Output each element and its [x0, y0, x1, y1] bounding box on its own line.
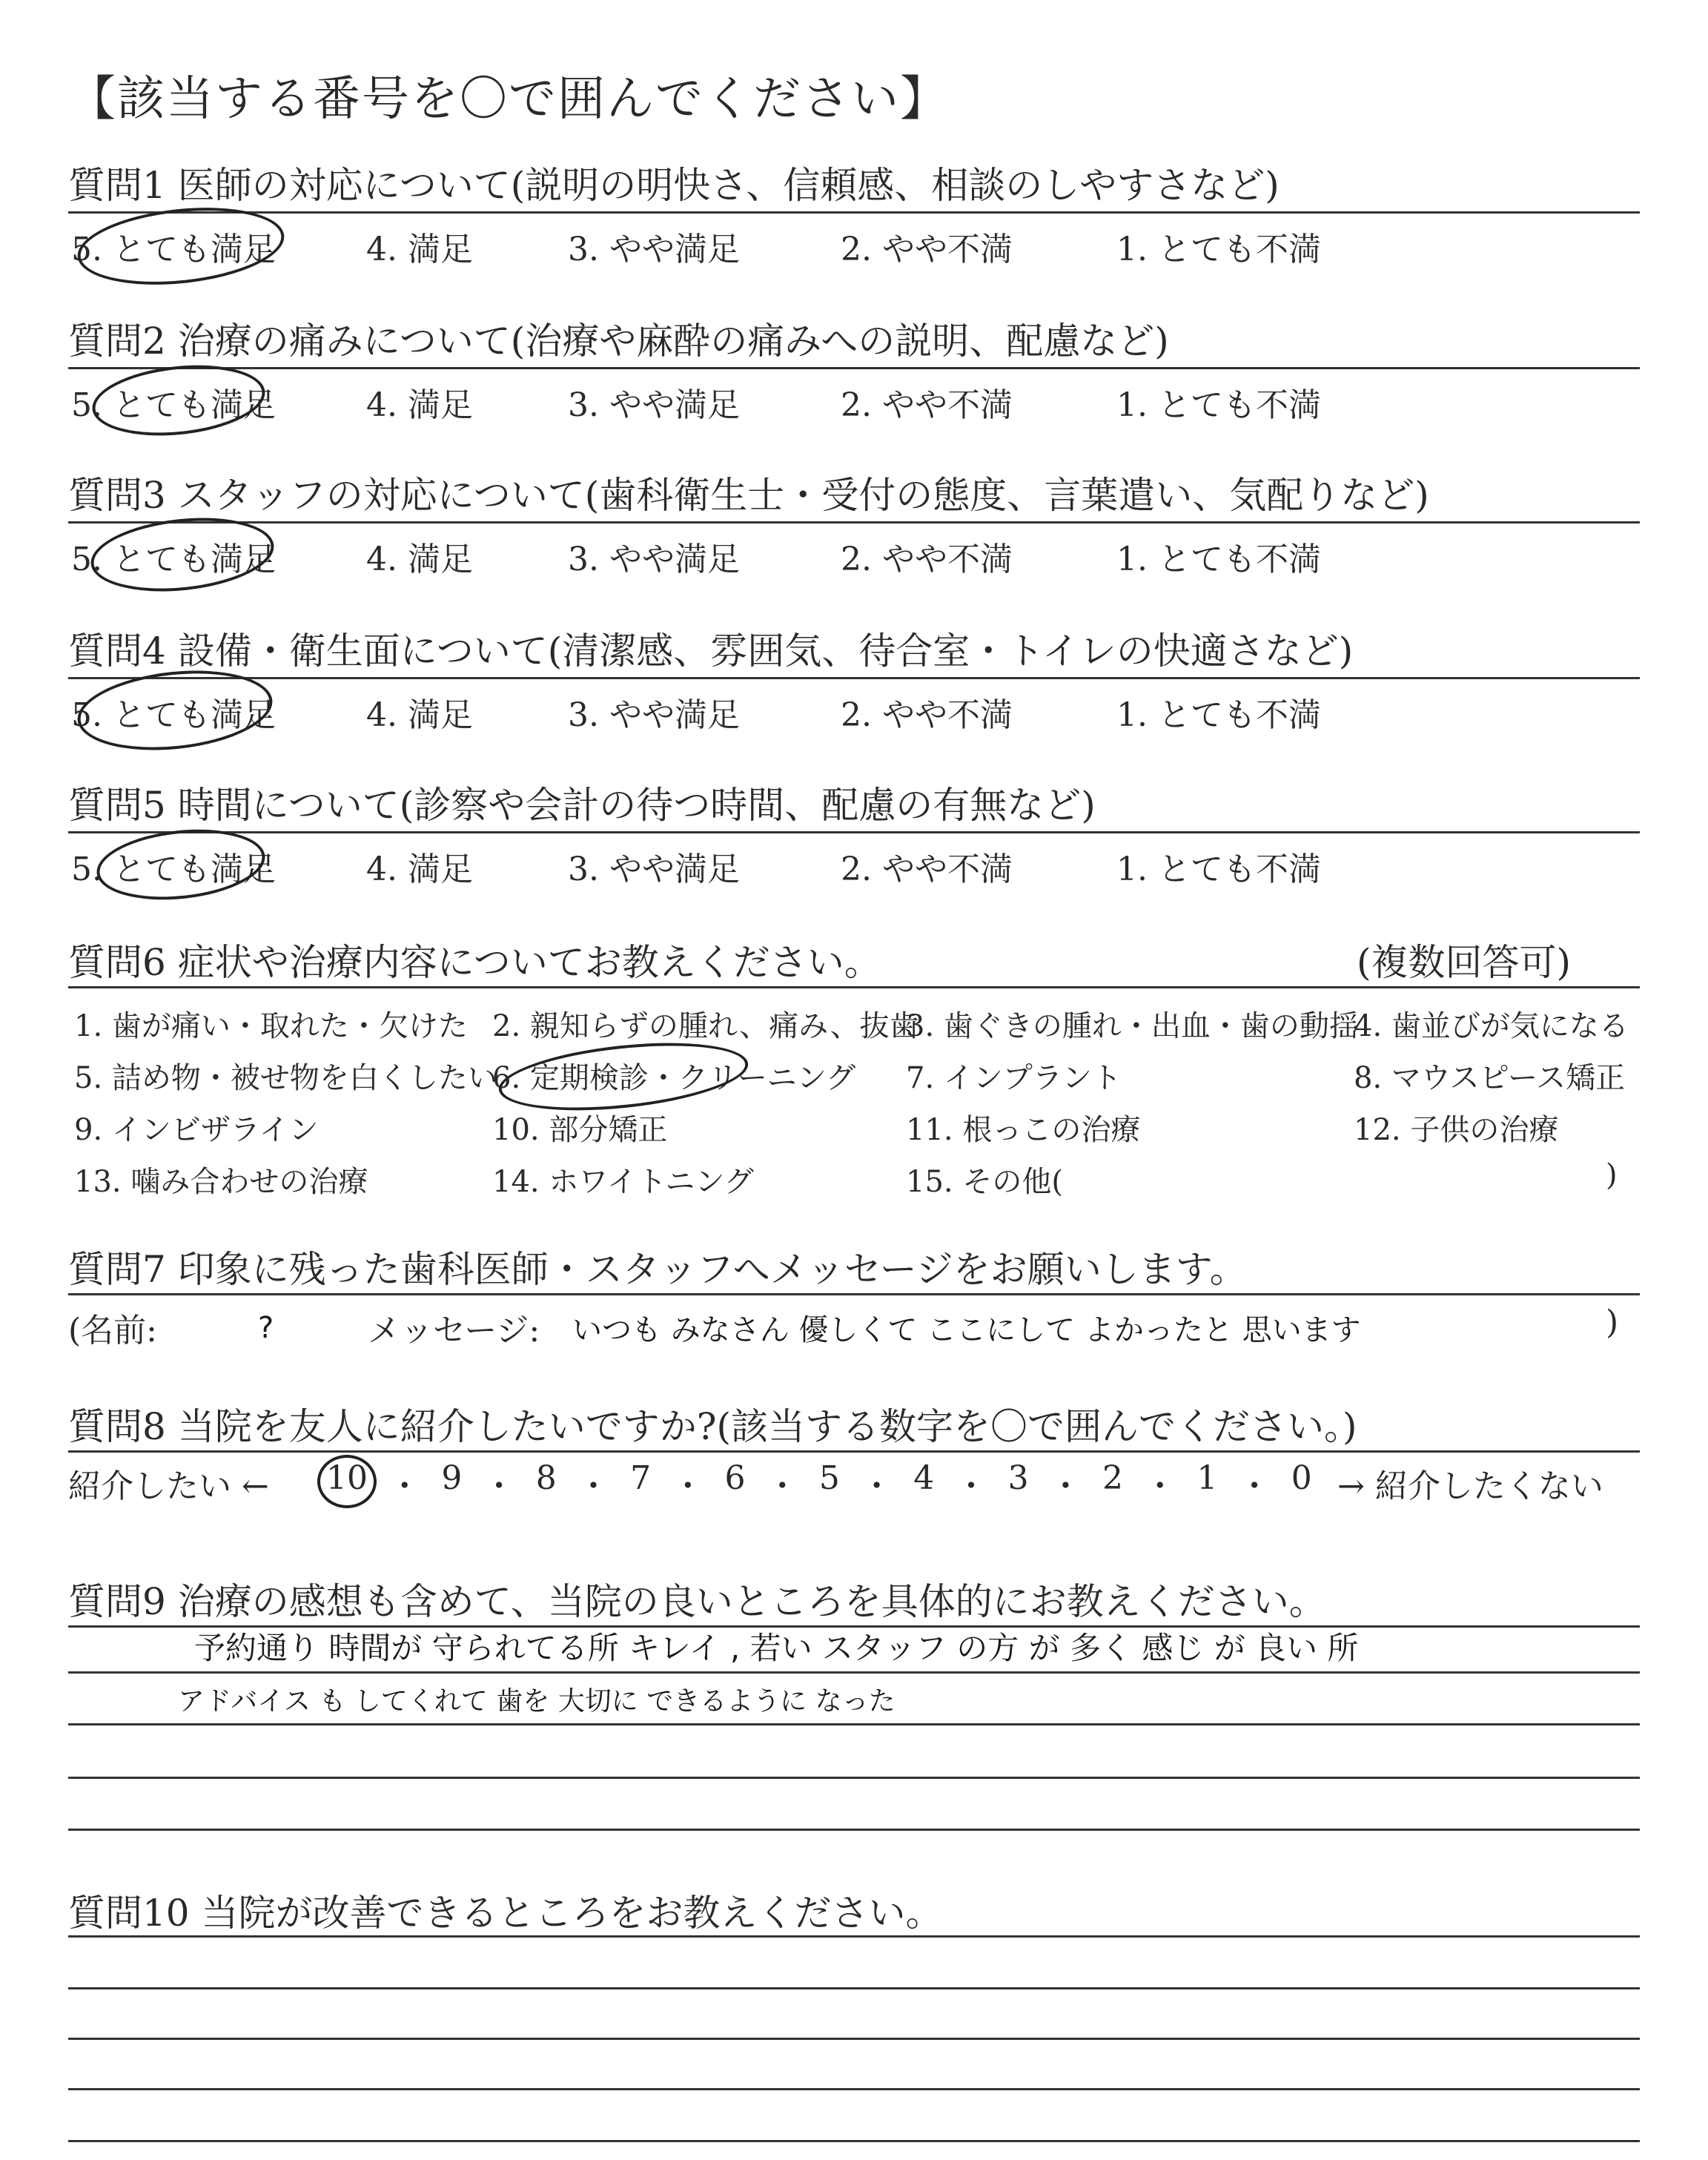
q5-option-3[interactable]: 3. やや満足: [568, 851, 740, 888]
q6-option-2[interactable]: 2. 親知らずの腫れ、痛み、抜歯: [492, 1009, 919, 1043]
q8-scale-9[interactable]: 9: [441, 1459, 463, 1497]
q5-option-2[interactable]: 2. やや不満: [841, 851, 1013, 888]
q9-rule-5: [68, 1829, 1640, 1831]
q5-option-5[interactable]: 5. とても満足: [71, 851, 276, 888]
q9-rule-2: [68, 1671, 1640, 1674]
q6-option-4[interactable]: 4. 歯並びが気になる: [1354, 1009, 1629, 1043]
q8-title: 質問8 当院を友人に紹介したいですか?(該当する数字を〇で囲んでください。): [68, 1405, 1357, 1448]
q4-option-4[interactable]: 4. 満足: [366, 696, 473, 734]
q8-scale-5[interactable]: 5: [818, 1459, 840, 1497]
q6-option-3[interactable]: 3. 歯ぐきの腫れ・出血・歯の動揺: [906, 1009, 1359, 1043]
q3-option-5[interactable]: 5. とても満足: [71, 541, 276, 578]
q8-scale: [326, 1459, 1312, 1507]
q10-rule-1: [68, 1935, 1640, 1938]
q8-scale-dot: ・: [1238, 1467, 1271, 1505]
q8-selection-circle: [317, 1455, 377, 1508]
q3-rule: [68, 521, 1640, 524]
q8-scale-10[interactable]: 10: [326, 1459, 368, 1497]
q6-option-10[interactable]: 10. 部分矯正: [492, 1113, 668, 1147]
q6-option-7[interactable]: 7. インプラント: [906, 1061, 1122, 1095]
q5-rule: [68, 831, 1640, 833]
q8-scale-2[interactable]: 2: [1102, 1459, 1123, 1497]
q8-scale-7[interactable]: 7: [630, 1459, 652, 1497]
q2-title: 質問2 治療の痛みについて(治療や麻酔の痛みへの説明、配慮など): [68, 320, 1169, 363]
q6-note: (複数回答可): [1357, 941, 1572, 984]
q7-message-label: メッセージ:: [368, 1312, 540, 1350]
q9-rule-3: [68, 1723, 1640, 1725]
q7-title: 質問7 印象に残った歯科医師・スタッフへメッセージをお願いします。: [68, 1248, 1247, 1291]
q2-option-5[interactable]: 5. とても満足: [71, 386, 276, 424]
q10-title: 質問10 当院が改善できるところをお教えください。: [68, 1892, 943, 1935]
q10-rule-2: [68, 1987, 1640, 1989]
q6-title: 質問6 症状や治療内容についてお教えください。: [68, 941, 881, 984]
q8-scale-1[interactable]: 1: [1196, 1459, 1218, 1497]
q3-option-3[interactable]: 3. やや満足: [568, 541, 740, 578]
q8-scale-4[interactable]: 4: [913, 1459, 935, 1497]
q1-title: 質問1 医師の対応について(説明の明快さ、信頼感、相談のしやすさなど): [68, 164, 1280, 207]
q7-rule: [68, 1293, 1640, 1295]
q8-scale-6[interactable]: 6: [724, 1459, 746, 1497]
q8-scale-dot: ・: [860, 1467, 893, 1505]
q9-answer-line-1[interactable]: 予約通り 時間が 守られてる所 キレイ , 若い スタッフ の方 が 多く 感じ が 良い 所: [194, 1630, 1359, 1666]
q1-rule: [68, 211, 1640, 214]
q6-option-14[interactable]: 14. ホワイトニング: [492, 1165, 754, 1199]
q1-option-1[interactable]: 1. とても不満: [1116, 231, 1321, 268]
form-header: 【該当する番号を〇で囲んでください】: [68, 72, 949, 127]
q6-option-11[interactable]: 11. 根っこの治療: [906, 1113, 1141, 1147]
q4-rule: [68, 677, 1640, 679]
q8-scale-8[interactable]: 8: [535, 1459, 557, 1497]
q2-rule: [68, 367, 1640, 369]
q1-option-5[interactable]: 5. とても満足: [71, 231, 276, 268]
q6-option-15[interactable]: 15. その他(: [906, 1165, 1063, 1199]
q8-scale-dot: ・: [388, 1467, 421, 1505]
q4-title: 質問4 設備・衛生面について(清潔感、雰囲気、待合室・トイレの快適さなど): [68, 630, 1354, 673]
q6-option-8[interactable]: 8. マウスピース矯正: [1354, 1061, 1626, 1095]
q5-option-1[interactable]: 1. とても不満: [1116, 851, 1321, 888]
q9-answer-line-2[interactable]: アドバイス も してくれて 歯を 大切に できるように なった: [178, 1686, 896, 1717]
q3-option-1[interactable]: 1. とても不満: [1116, 541, 1321, 578]
q8-right-label: → 紹介したくない: [1337, 1467, 1603, 1505]
q4-option-3[interactable]: 3. やや満足: [568, 696, 740, 734]
q1-option-3[interactable]: 3. やや満足: [568, 231, 740, 268]
q8-scale-dot: ・: [766, 1467, 799, 1505]
q8-scale-3[interactable]: 3: [1007, 1459, 1029, 1497]
q8-scale-0[interactable]: 0: [1291, 1459, 1312, 1497]
q2-option-2[interactable]: 2. やや不満: [841, 386, 1013, 424]
q8-scale-dot: ・: [954, 1467, 987, 1505]
q8-rule: [68, 1450, 1640, 1453]
q2-option-4[interactable]: 4. 満足: [366, 386, 473, 424]
q5-selection-circle: [93, 822, 268, 907]
q4-option-1[interactable]: 1. とても不満: [1116, 696, 1321, 734]
q3-option-2[interactable]: 2. やや不満: [841, 541, 1013, 578]
q2-option-3[interactable]: 3. やや満足: [568, 386, 740, 424]
q5-option-4[interactable]: 4. 満足: [366, 851, 473, 888]
q10-rule-4: [68, 2088, 1640, 2090]
q6-option-12[interactable]: 12. 子供の治療: [1354, 1113, 1559, 1147]
q3-option-4[interactable]: 4. 満足: [366, 541, 473, 578]
q6-option-9[interactable]: 9. インビザライン: [74, 1113, 319, 1147]
q7-message-value[interactable]: いつも みなさん 優しくて ここにして よかったと 思います: [572, 1313, 1361, 1347]
q10-rule-5: [68, 2140, 1640, 2142]
q8-left-label: 紹介したい ←: [68, 1467, 269, 1505]
q6-option-13[interactable]: 13. 噛み合わせの治療: [74, 1165, 368, 1199]
q10-rule-3: [68, 2038, 1640, 2040]
q6-other-close-paren: ): [1606, 1158, 1618, 1192]
q9-rule-4: [68, 1777, 1640, 1779]
q6-option-6[interactable]: 6. 定期検診・クリーニング: [492, 1061, 856, 1095]
q1-option-4[interactable]: 4. 満足: [366, 231, 473, 268]
q9-title: 質問9 治療の感想も含めて、当院の良いところを具体的にお教えください。: [68, 1580, 1326, 1623]
q7-close-paren: ): [1606, 1304, 1619, 1341]
q2-selection-circle: [89, 357, 268, 443]
q3-title: 質問3 スタッフの対応について(歯科衛生士・受付の態度、言葉遣い、気配りなど): [68, 474, 1429, 517]
q5-title: 質問5 時間について(診察や会計の待つ時間、配慮の有無など): [68, 784, 1096, 827]
q7-name-label: (名前:: [68, 1312, 157, 1350]
q8-scale-dot: ・: [1049, 1467, 1082, 1505]
q6-option-5[interactable]: 5. 詰め物・被せ物を白くしたい: [74, 1061, 497, 1095]
q8-scale-dot: ・: [1143, 1467, 1176, 1505]
q8-scale-dot: ・: [483, 1467, 516, 1505]
q6-rule: [68, 986, 1640, 988]
q2-option-1[interactable]: 1. とても不満: [1116, 386, 1321, 424]
q4-option-5[interactable]: 5. とても満足: [71, 696, 276, 734]
q7-name-value[interactable]: ?: [258, 1311, 274, 1345]
q6-option-1[interactable]: 1. 歯が痛い・取れた・欠けた: [74, 1009, 468, 1043]
q8-scale-dot: ・: [671, 1467, 704, 1505]
q4-option-2[interactable]: 2. やや不満: [841, 696, 1013, 734]
q1-option-2[interactable]: 2. やや不満: [841, 231, 1013, 268]
q8-scale-dot: ・: [577, 1467, 610, 1505]
